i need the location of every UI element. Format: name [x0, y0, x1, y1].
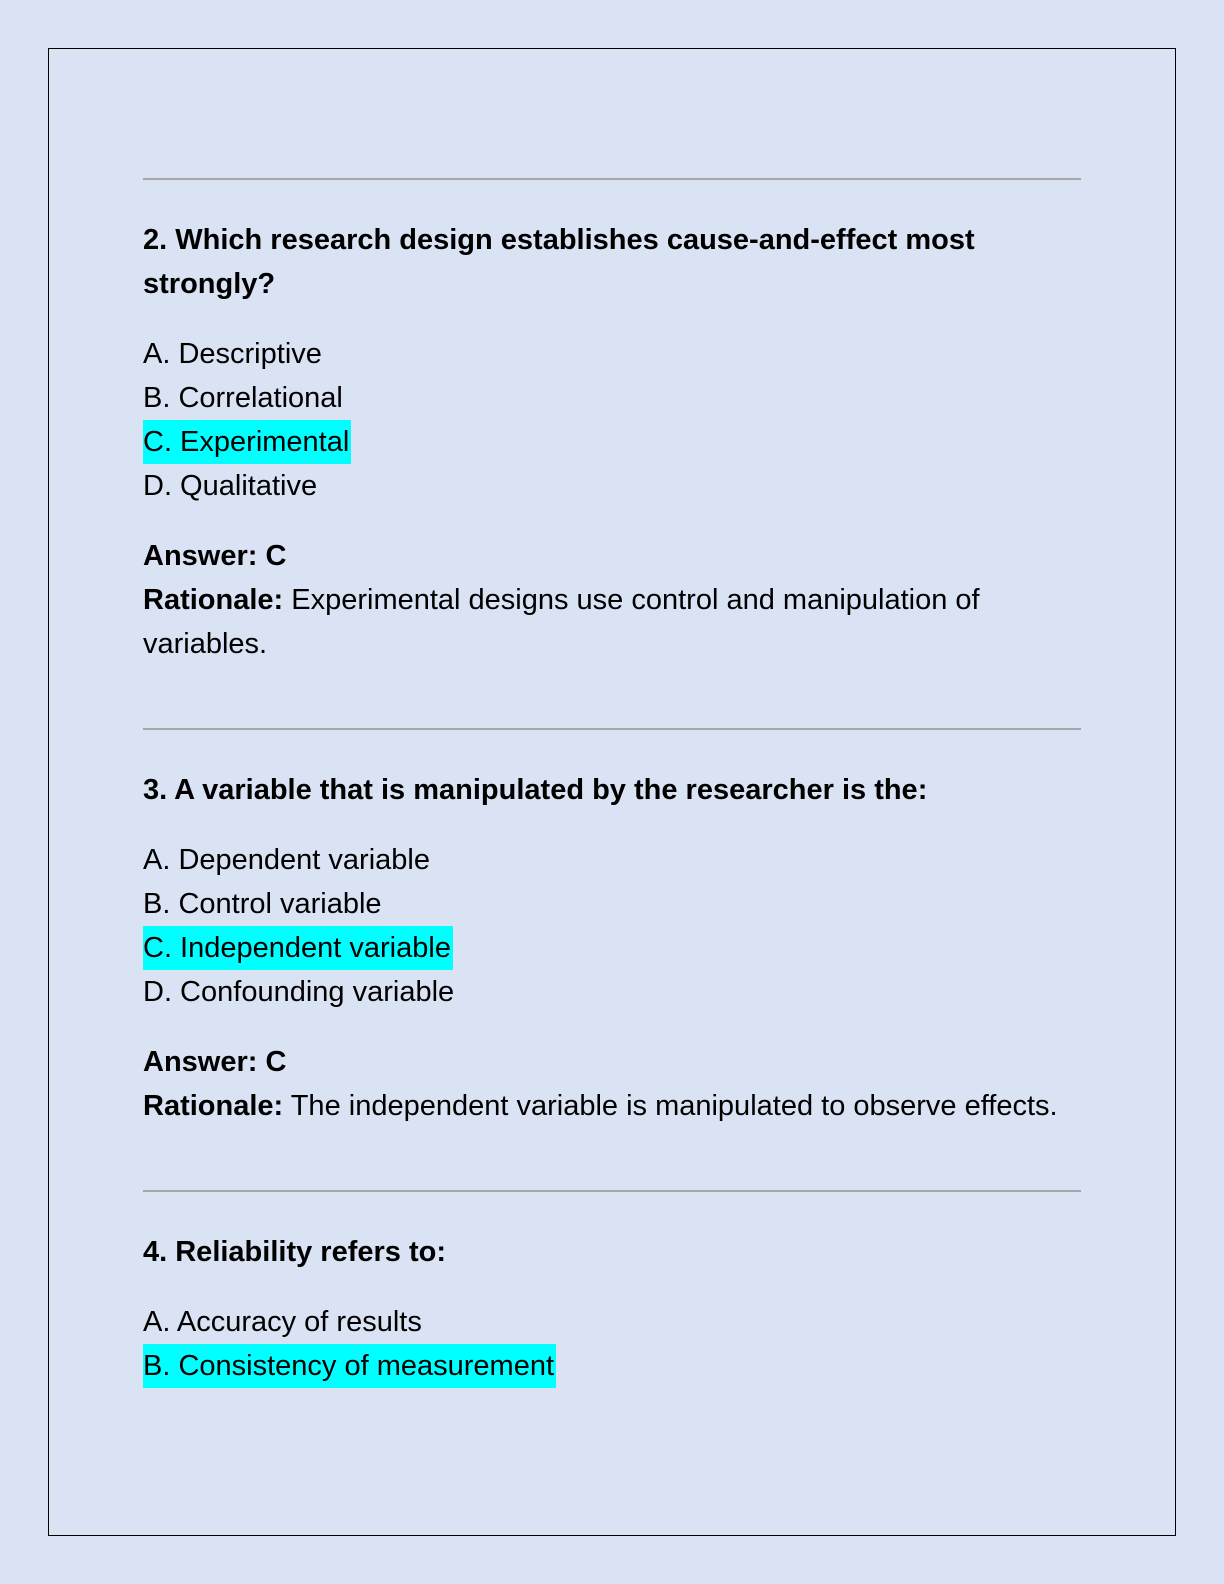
option-c-highlighted: C. Experimental: [143, 420, 1081, 464]
rationale-text: The independent variable is manipulated to observe effects.: [283, 1090, 1058, 1122]
options-list: [143, 1300, 1081, 1388]
document-content: [143, 178, 1081, 1414]
option-b: B. Correlational: [143, 382, 343, 414]
option-b-highlighted: B. Consistency of measurement: [143, 1344, 1081, 1388]
rationale-line: [143, 1084, 1081, 1128]
question-block-2: [143, 180, 1081, 728]
question-text: 2. Which research design establishes cause-and-effect most strongly?: [143, 224, 975, 300]
question-text: 4. Reliability refers to:: [143, 1236, 446, 1268]
rationale-line: [143, 578, 1081, 666]
rationale-label: Rationale:: [143, 1090, 284, 1122]
option-a: A. Descriptive: [143, 338, 322, 370]
option-c-highlighted: C. Independent variable: [143, 926, 1081, 970]
option-a: A. Accuracy of results: [143, 1306, 422, 1338]
options-list: [143, 332, 1081, 508]
options-list: [143, 838, 1081, 1014]
question-text: 3. A variable that is manipulated by the researcher is the:: [143, 774, 928, 806]
question-block-3: [143, 730, 1081, 1190]
option-a: A. Dependent variable: [143, 844, 430, 876]
answer-line: Answer: C: [143, 1046, 287, 1078]
answer-line: Answer: C: [143, 540, 287, 572]
option-d: D. Confounding variable: [143, 976, 455, 1008]
option-b: B. Control variable: [143, 888, 382, 920]
question-block-4: [143, 1192, 1081, 1388]
rationale-text: Experimental designs use control and manipulation of variables.: [143, 584, 980, 660]
rationale-label: Rationale:: [143, 584, 284, 616]
option-d: D. Qualitative: [143, 470, 318, 502]
